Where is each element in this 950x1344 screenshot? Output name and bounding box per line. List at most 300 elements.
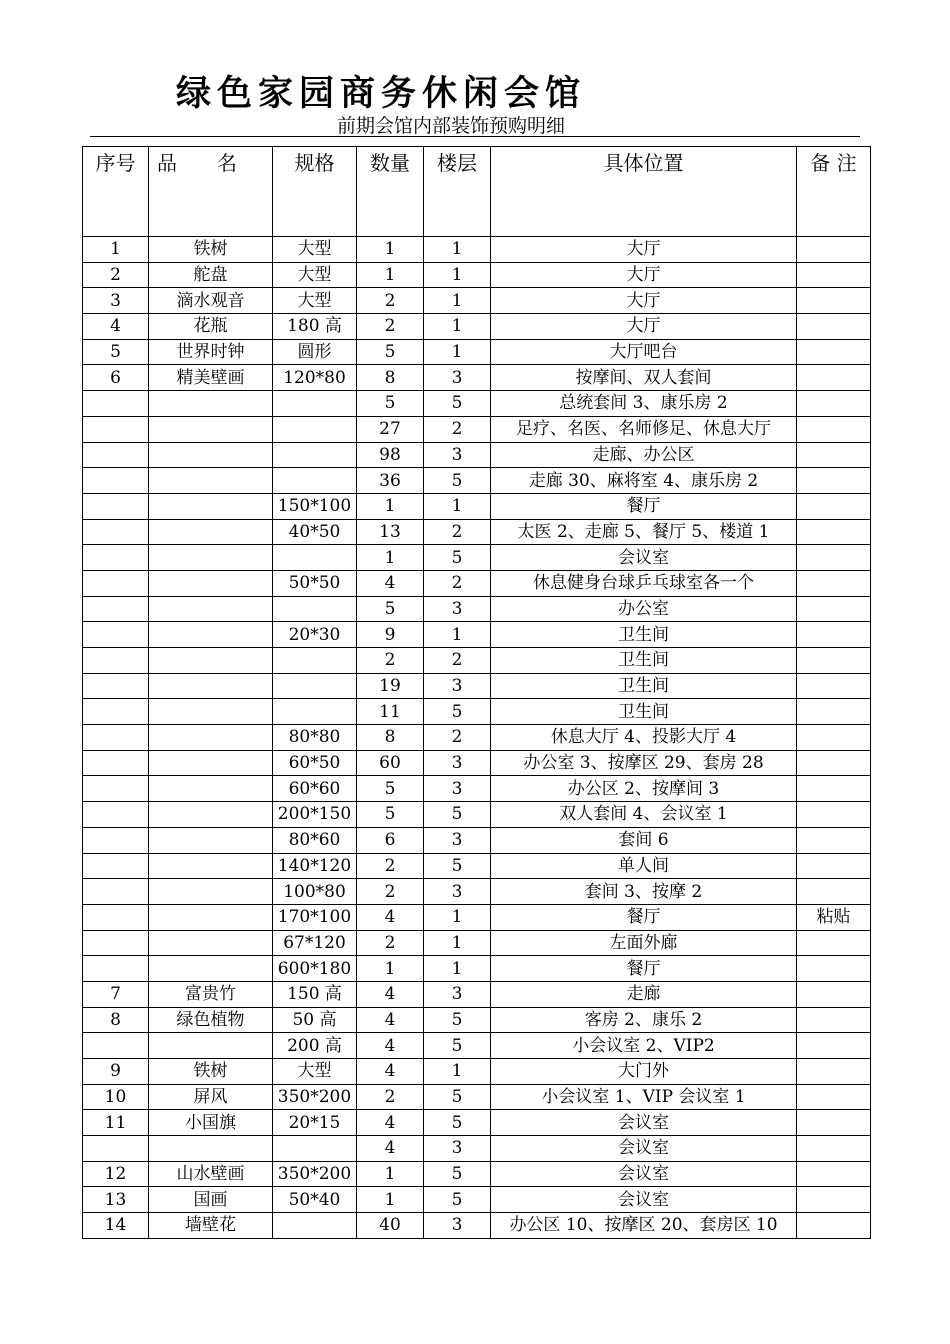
- cell-index: 7: [83, 981, 149, 1007]
- cell-quantity: 4: [357, 981, 424, 1007]
- cell-floor: 5: [424, 1110, 491, 1136]
- cell-spec: 180 高: [273, 314, 357, 340]
- cell-index: 12: [83, 1161, 149, 1187]
- cell-quantity: 9: [357, 622, 424, 648]
- cell-quantity: 4: [357, 1033, 424, 1059]
- cell-spec: 80*80: [273, 725, 357, 751]
- cell-remarks: [797, 1084, 871, 1110]
- cell-location: 会议室: [491, 1161, 797, 1187]
- cell-index: [83, 391, 149, 417]
- table-row: [83, 853, 871, 879]
- cell-floor: 5: [424, 1033, 491, 1059]
- cell-quantity: 1: [357, 237, 424, 263]
- table-row: [83, 365, 871, 391]
- table-header-row: [83, 147, 871, 237]
- cell-floor: 3: [424, 673, 491, 699]
- cell-quantity: 2: [357, 1084, 424, 1110]
- cell-spec: 60*60: [273, 776, 357, 802]
- cell-remarks: [797, 442, 871, 468]
- cell-spec: 200 高: [273, 1033, 357, 1059]
- cell-quantity: 8: [357, 365, 424, 391]
- cell-index: [83, 673, 149, 699]
- cell-remarks: [797, 1187, 871, 1213]
- cell-quantity: 2: [357, 930, 424, 956]
- header-floor: 楼层: [424, 147, 491, 237]
- table-row: [83, 981, 871, 1007]
- cell-quantity: 5: [357, 802, 424, 828]
- cell-remarks: [797, 699, 871, 725]
- cell-floor: 3: [424, 596, 491, 622]
- cell-quantity: 1: [357, 956, 424, 982]
- cell-index: [83, 622, 149, 648]
- cell-spec: 140*120: [273, 853, 357, 879]
- header-index: 序号: [83, 147, 149, 237]
- cell-location: 办公区 10、按摩区 20、套房区 10: [491, 1213, 797, 1239]
- cell-remarks: [797, 288, 871, 314]
- cell-spec: 80*60: [273, 827, 357, 853]
- cell-remarks: [797, 802, 871, 828]
- table-body: [83, 237, 871, 1239]
- cell-item-name: 滴水观音: [149, 288, 273, 314]
- cell-item-name: [149, 622, 273, 648]
- cell-location: 办公室: [491, 596, 797, 622]
- cell-item-name: [149, 468, 273, 494]
- cell-index: [83, 545, 149, 571]
- table-row: [83, 802, 871, 828]
- cell-item-name: 花瓶: [149, 314, 273, 340]
- cell-location: 大门外: [491, 1059, 797, 1085]
- cell-index: 9: [83, 1059, 149, 1085]
- cell-item-name: [149, 904, 273, 930]
- table-row: [83, 519, 871, 545]
- cell-index: 5: [83, 339, 149, 365]
- cell-remarks: [797, 596, 871, 622]
- table-row: [83, 1059, 871, 1085]
- table-row: [83, 596, 871, 622]
- cell-quantity: 4: [357, 1059, 424, 1085]
- cell-index: [83, 879, 149, 905]
- cell-index: 1: [83, 237, 149, 263]
- table-row: [83, 699, 871, 725]
- cell-floor: 1: [424, 288, 491, 314]
- decoration-purchase-table: [82, 146, 871, 1239]
- table-row: [83, 904, 871, 930]
- cell-remarks: [797, 853, 871, 879]
- cell-item-name: [149, 750, 273, 776]
- table-row: [83, 725, 871, 751]
- cell-index: 11: [83, 1110, 149, 1136]
- cell-location: 会议室: [491, 545, 797, 571]
- cell-quantity: 2: [357, 853, 424, 879]
- cell-spec: 20*15: [273, 1110, 357, 1136]
- cell-remarks: [797, 545, 871, 571]
- cell-index: [83, 468, 149, 494]
- cell-quantity: 40: [357, 1213, 424, 1239]
- cell-location: 按摩间、双人套间: [491, 365, 797, 391]
- cell-item-name: [149, 648, 273, 674]
- header-remarks: 备 注: [797, 147, 871, 237]
- cell-remarks: [797, 1033, 871, 1059]
- table-row: [83, 879, 871, 905]
- title-divider: [90, 136, 860, 137]
- cell-spec: 50 高: [273, 1007, 357, 1033]
- cell-spec: [273, 699, 357, 725]
- cell-location: 休息健身台球乒乓球室各一个: [491, 570, 797, 596]
- cell-location: 会议室: [491, 1136, 797, 1162]
- cell-index: 8: [83, 1007, 149, 1033]
- cell-floor: 5: [424, 1084, 491, 1110]
- cell-remarks: [797, 1136, 871, 1162]
- cell-index: 13: [83, 1187, 149, 1213]
- cell-floor: 3: [424, 981, 491, 1007]
- cell-floor: 2: [424, 648, 491, 674]
- cell-index: [83, 956, 149, 982]
- header-quantity: 数量: [357, 147, 424, 237]
- cell-location: 卫生间: [491, 622, 797, 648]
- cell-location: 卫生间: [491, 648, 797, 674]
- cell-quantity: 60: [357, 750, 424, 776]
- cell-location: 小会议室 1、VIP 会议室 1: [491, 1084, 797, 1110]
- cell-spec: 大型: [273, 288, 357, 314]
- cell-spec: [273, 596, 357, 622]
- cell-quantity: 1: [357, 545, 424, 571]
- table-row: [83, 1161, 871, 1187]
- cell-remarks: [797, 519, 871, 545]
- cell-location: 总统套间 3、康乐房 2: [491, 391, 797, 417]
- cell-quantity: 1: [357, 262, 424, 288]
- cell-remarks: [797, 365, 871, 391]
- cell-remarks: [797, 648, 871, 674]
- cell-location: 双人套间 4、会议室 1: [491, 802, 797, 828]
- cell-floor: 1: [424, 339, 491, 365]
- cell-remarks: [797, 776, 871, 802]
- cell-item-name: 富贵竹: [149, 981, 273, 1007]
- cell-item-name: [149, 493, 273, 519]
- cell-index: [83, 1033, 149, 1059]
- cell-floor: 3: [424, 1213, 491, 1239]
- table-row: [83, 262, 871, 288]
- cell-remarks: [797, 391, 871, 417]
- cell-remarks: [797, 750, 871, 776]
- cell-floor: 1: [424, 493, 491, 519]
- document-title: 绿色家园商务休闲会馆: [176, 74, 587, 114]
- table-row: [83, 468, 871, 494]
- table-row: [83, 1033, 871, 1059]
- cell-location: 办公区 2、按摩间 3: [491, 776, 797, 802]
- cell-location: 大厅吧台: [491, 339, 797, 365]
- cell-quantity: 4: [357, 904, 424, 930]
- cell-index: 6: [83, 365, 149, 391]
- document-subtitle: 前期会馆内部装饰预购明细: [337, 115, 566, 137]
- cell-spec: 100*80: [273, 879, 357, 905]
- cell-remarks: [797, 879, 871, 905]
- cell-quantity: 13: [357, 519, 424, 545]
- cell-remarks: [797, 673, 871, 699]
- cell-quantity: 5: [357, 339, 424, 365]
- cell-item-name: 绿色植物: [149, 1007, 273, 1033]
- cell-location: 大厅: [491, 314, 797, 340]
- cell-quantity: 1: [357, 493, 424, 519]
- cell-location: 走廊、办公区: [491, 442, 797, 468]
- cell-index: [83, 904, 149, 930]
- cell-floor: 3: [424, 365, 491, 391]
- cell-floor: 3: [424, 776, 491, 802]
- cell-location: 左面外廊: [491, 930, 797, 956]
- cell-quantity: 6: [357, 827, 424, 853]
- cell-item-name: [149, 879, 273, 905]
- cell-location: 大厅: [491, 288, 797, 314]
- cell-spec: 150*100: [273, 493, 357, 519]
- cell-floor: 2: [424, 519, 491, 545]
- cell-floor: 5: [424, 699, 491, 725]
- table-row: [83, 1187, 871, 1213]
- cell-quantity: 1: [357, 1161, 424, 1187]
- cell-item-name: 精美壁画: [149, 365, 273, 391]
- cell-index: [83, 853, 149, 879]
- cell-floor: 5: [424, 1161, 491, 1187]
- cell-location: 套间 6: [491, 827, 797, 853]
- cell-spec: 40*50: [273, 519, 357, 545]
- table-row: [83, 545, 871, 571]
- cell-remarks: [797, 725, 871, 751]
- cell-floor: 1: [424, 622, 491, 648]
- cell-item-name: [149, 442, 273, 468]
- cell-spec: 60*50: [273, 750, 357, 776]
- cell-index: 3: [83, 288, 149, 314]
- cell-floor: 5: [424, 1007, 491, 1033]
- cell-remarks: [797, 468, 871, 494]
- cell-spec: [273, 1213, 357, 1239]
- table-row: [83, 1213, 871, 1239]
- cell-spec: [273, 648, 357, 674]
- table-row: [83, 314, 871, 340]
- cell-remarks: [797, 827, 871, 853]
- cell-index: [83, 1136, 149, 1162]
- table-row: [83, 956, 871, 982]
- cell-spec: 350*200: [273, 1084, 357, 1110]
- cell-spec: [273, 416, 357, 442]
- cell-floor: 3: [424, 442, 491, 468]
- cell-quantity: 27: [357, 416, 424, 442]
- cell-index: [83, 519, 149, 545]
- cell-floor: 3: [424, 827, 491, 853]
- cell-item-name: [149, 1033, 273, 1059]
- table-row: [83, 416, 871, 442]
- table-row: [83, 1084, 871, 1110]
- cell-floor: 3: [424, 750, 491, 776]
- table-row: [83, 673, 871, 699]
- cell-remarks: [797, 570, 871, 596]
- cell-item-name: 铁树: [149, 237, 273, 263]
- cell-quantity: 4: [357, 1110, 424, 1136]
- cell-location: 走廊: [491, 981, 797, 1007]
- cell-floor: 1: [424, 314, 491, 340]
- header-item-name: 品 名: [149, 147, 273, 237]
- table-row: [83, 237, 871, 263]
- cell-location: 足疗、名医、名师修足、休息大厅: [491, 416, 797, 442]
- cell-item-name: 山水壁画: [149, 1161, 273, 1187]
- cell-location: 会议室: [491, 1110, 797, 1136]
- cell-index: [83, 827, 149, 853]
- cell-remarks: [797, 930, 871, 956]
- cell-quantity: 5: [357, 391, 424, 417]
- cell-location: 大厅: [491, 237, 797, 263]
- cell-item-name: 屏风: [149, 1084, 273, 1110]
- cell-index: [83, 930, 149, 956]
- cell-item-name: [149, 827, 273, 853]
- cell-item-name: 墙壁花: [149, 1213, 273, 1239]
- cell-remarks: [797, 1213, 871, 1239]
- cell-location: 单人间: [491, 853, 797, 879]
- cell-remarks: [797, 237, 871, 263]
- cell-item-name: [149, 853, 273, 879]
- cell-floor: 3: [424, 879, 491, 905]
- cell-spec: [273, 468, 357, 494]
- table-row: [83, 570, 871, 596]
- cell-item-name: 铁树: [149, 1059, 273, 1085]
- cell-quantity: 4: [357, 1136, 424, 1162]
- cell-remarks: [797, 981, 871, 1007]
- cell-quantity: 11: [357, 699, 424, 725]
- cell-location: 大厅: [491, 262, 797, 288]
- cell-floor: 1: [424, 904, 491, 930]
- cell-floor: 3: [424, 1136, 491, 1162]
- cell-spec: 大型: [273, 262, 357, 288]
- cell-remarks: [797, 493, 871, 519]
- cell-item-name: [149, 596, 273, 622]
- cell-spec: [273, 673, 357, 699]
- table-row: [83, 622, 871, 648]
- cell-location: 客房 2、康乐 2: [491, 1007, 797, 1033]
- cell-item-name: [149, 545, 273, 571]
- cell-spec: 圆形: [273, 339, 357, 365]
- cell-location: 太医 2、走廊 5、餐厅 5、楼道 1: [491, 519, 797, 545]
- cell-quantity: 19: [357, 673, 424, 699]
- table-row: [83, 827, 871, 853]
- cell-floor: 2: [424, 725, 491, 751]
- cell-quantity: 2: [357, 648, 424, 674]
- cell-item-name: [149, 391, 273, 417]
- cell-quantity: 5: [357, 776, 424, 802]
- cell-item-name: 世界时钟: [149, 339, 273, 365]
- cell-quantity: 5: [357, 596, 424, 622]
- cell-spec: [273, 545, 357, 571]
- cell-spec: 20*30: [273, 622, 357, 648]
- cell-index: [83, 776, 149, 802]
- cell-remarks: 粘贴: [797, 904, 871, 930]
- cell-item-name: [149, 956, 273, 982]
- cell-floor: 5: [424, 802, 491, 828]
- table-row: [83, 493, 871, 519]
- cell-location: 餐厅: [491, 493, 797, 519]
- cell-location: 卫生间: [491, 699, 797, 725]
- cell-remarks: [797, 1007, 871, 1033]
- cell-item-name: 国画: [149, 1187, 273, 1213]
- cell-floor: 5: [424, 468, 491, 494]
- table-row: [83, 776, 871, 802]
- table-row: [83, 1136, 871, 1162]
- cell-item-name: [149, 416, 273, 442]
- cell-index: [83, 802, 149, 828]
- cell-quantity: 4: [357, 1007, 424, 1033]
- cell-remarks: [797, 956, 871, 982]
- cell-location: 套间 3、按摩 2: [491, 879, 797, 905]
- table-row: [83, 648, 871, 674]
- table-row: [83, 442, 871, 468]
- cell-location: 餐厅: [491, 904, 797, 930]
- cell-spec: 170*100: [273, 904, 357, 930]
- cell-item-name: [149, 519, 273, 545]
- cell-index: 14: [83, 1213, 149, 1239]
- cell-location: 餐厅: [491, 956, 797, 982]
- cell-index: [83, 570, 149, 596]
- cell-location: 卫生间: [491, 673, 797, 699]
- cell-item-name: [149, 1136, 273, 1162]
- cell-spec: 350*200: [273, 1161, 357, 1187]
- cell-index: [83, 442, 149, 468]
- cell-spec: 大型: [273, 1059, 357, 1085]
- table-row: [83, 391, 871, 417]
- cell-spec: 67*120: [273, 930, 357, 956]
- cell-floor: 5: [424, 545, 491, 571]
- cell-spec: [273, 391, 357, 417]
- cell-spec: 600*180: [273, 956, 357, 982]
- cell-index: [83, 416, 149, 442]
- cell-index: 4: [83, 314, 149, 340]
- cell-floor: 1: [424, 237, 491, 263]
- cell-index: [83, 493, 149, 519]
- table-row: [83, 339, 871, 365]
- cell-remarks: [797, 1161, 871, 1187]
- cell-spec: 50*50: [273, 570, 357, 596]
- cell-remarks: [797, 262, 871, 288]
- cell-remarks: [797, 416, 871, 442]
- cell-spec: [273, 1136, 357, 1162]
- cell-item-name: [149, 930, 273, 956]
- table-row: [83, 930, 871, 956]
- cell-floor: 5: [424, 853, 491, 879]
- cell-index: [83, 648, 149, 674]
- cell-location: 会议室: [491, 1187, 797, 1213]
- cell-quantity: 2: [357, 879, 424, 905]
- cell-index: [83, 750, 149, 776]
- table-row: [83, 288, 871, 314]
- header-spec: 规格: [273, 147, 357, 237]
- cell-item-name: [149, 802, 273, 828]
- cell-floor: 5: [424, 391, 491, 417]
- cell-quantity: 2: [357, 288, 424, 314]
- cell-quantity: 8: [357, 725, 424, 751]
- cell-item-name: [149, 699, 273, 725]
- cell-location: 休息大厅 4、投影大厅 4: [491, 725, 797, 751]
- cell-floor: 1: [424, 262, 491, 288]
- cell-index: [83, 725, 149, 751]
- cell-floor: 2: [424, 570, 491, 596]
- cell-floor: 2: [424, 416, 491, 442]
- cell-remarks: [797, 314, 871, 340]
- cell-item-name: [149, 570, 273, 596]
- cell-remarks: [797, 1059, 871, 1085]
- cell-quantity: 36: [357, 468, 424, 494]
- header-location: 具体位置: [491, 147, 797, 237]
- cell-remarks: [797, 339, 871, 365]
- cell-spec: [273, 442, 357, 468]
- cell-quantity: 1: [357, 1187, 424, 1213]
- cell-item-name: 小国旗: [149, 1110, 273, 1136]
- cell-quantity: 2: [357, 314, 424, 340]
- cell-location: 走廊 30、麻将室 4、康乐房 2: [491, 468, 797, 494]
- cell-spec: 50*40: [273, 1187, 357, 1213]
